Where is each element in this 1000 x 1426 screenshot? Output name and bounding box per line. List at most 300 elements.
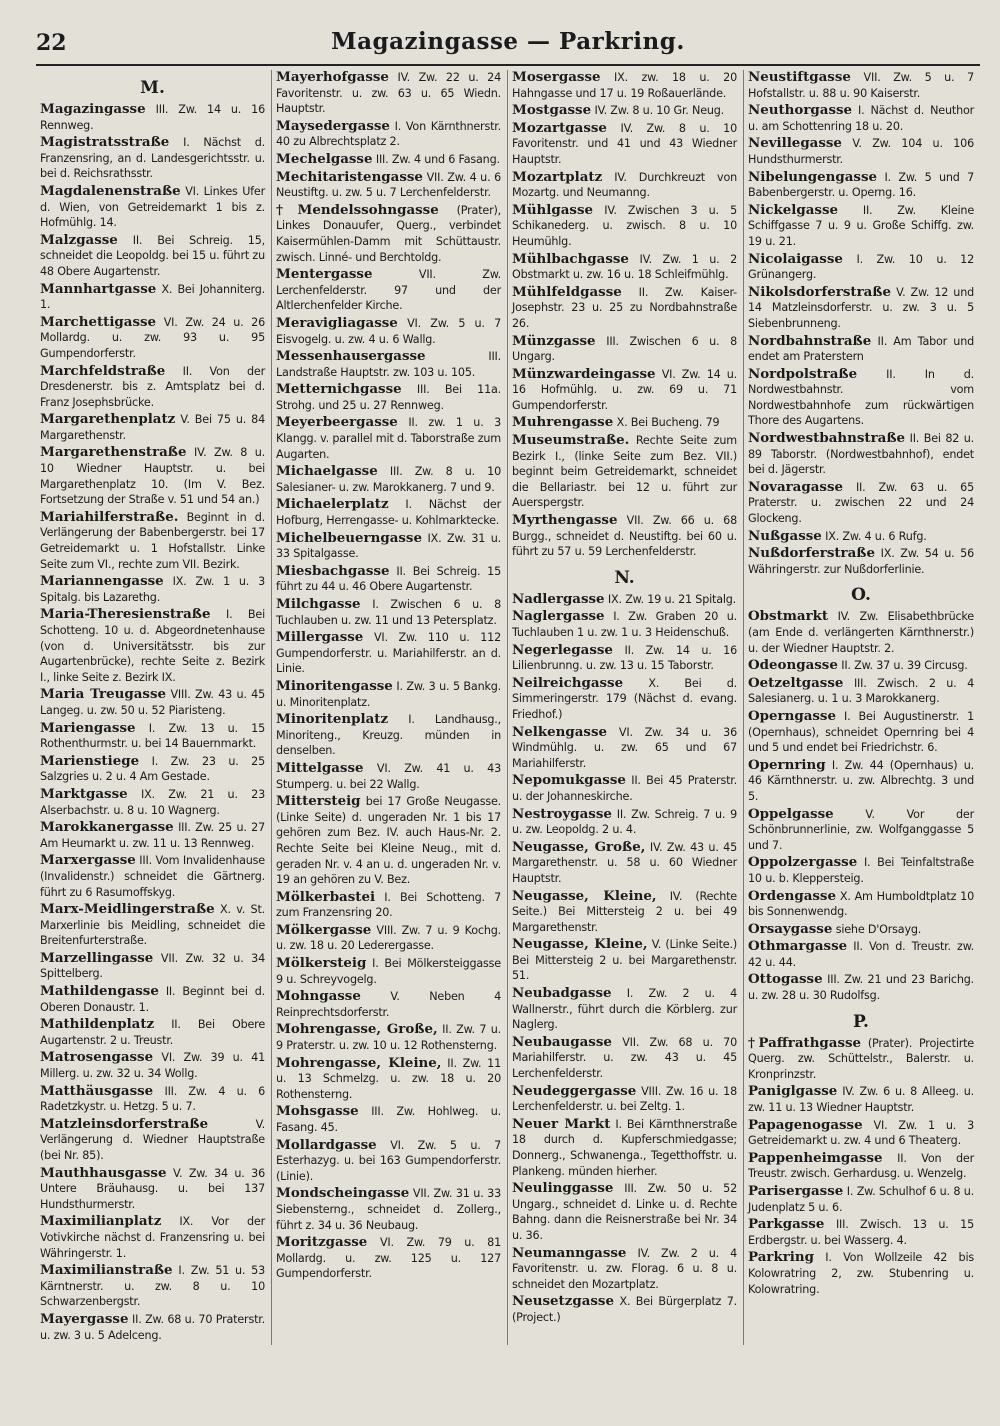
street-entry [40, 282, 265, 313]
street-entry [748, 709, 974, 756]
street-entry [512, 121, 737, 168]
street-entry [276, 1138, 501, 1185]
street-location: VII. Zw. 66 u. 68 Burgg., schneidet d. Neustiftg. bei 60 u. führt zu 57 u. 59 Lerchenfelderstr. [512, 514, 737, 559]
street-column [272, 70, 508, 1345]
street-location: X. Bei Bucheng. 79 [613, 416, 720, 430]
street-location: I. Von Kärnthnerstr. 40 zu Albrechtsplatz 2. [276, 119, 501, 149]
street-location: III. Zw. 8 u. 10 Salesianer- u. zw. Marokkanerg. 7 und 9. [276, 465, 501, 494]
street-entry [276, 712, 501, 759]
street-entry [276, 890, 501, 921]
street-name: Mechitaristengasse [276, 168, 423, 185]
street-entry [276, 382, 501, 413]
street-entry [748, 1036, 974, 1083]
street-name: †Mendelssohngasse [276, 201, 439, 218]
street-entry [276, 464, 501, 495]
street-name: Mohrengasse, Große, [276, 1021, 438, 1038]
street-name: Neubaugasse [512, 1033, 612, 1050]
street-location: III. Landstraße Hauptstr. zw. 103 u. 105. [276, 350, 501, 379]
street-location: VIII. Zw. 43 u. 45 Langeg. u. zw. 50 u. 52 Piaristeng. [40, 688, 265, 717]
street-entry [40, 820, 265, 851]
street-location: III. Vom Invalidenhause (Invalidenstr.) schneidet die Gärtnerg. führt zu 6 Rasumoffskyg. [40, 854, 265, 899]
street-entry [512, 773, 737, 804]
section-letter: O. [851, 585, 871, 606]
street-name: Neugasse, Kleine, [512, 936, 648, 953]
street-entry [276, 564, 501, 595]
street-location: IV. Zw. 8 u. 10 Wiedner Hauptstr. u. bei Margarethenplatz 10. (Im V. Bez. Fortsetzung der Straße v. 51 und 54 an.) [40, 446, 265, 507]
street-location: III. Zw. 4 und 6 Fasang. [372, 152, 500, 166]
street-name: Neulinggasse [512, 1180, 614, 1197]
street-entry [276, 597, 501, 628]
street-entry [748, 939, 974, 970]
street-location: I. Bei Augustinerstr. 1 (Opernhaus), schneidet Opernring bei 4 und 5 und endet bei Friedrichstr. 6. [748, 709, 974, 755]
street-name: Neugasse, Kleine, [512, 887, 657, 904]
street-entry [512, 1035, 737, 1082]
street-location: II. Am Tabor und endet am Praterstern [748, 334, 974, 364]
street-name: Marokkanergasse [40, 819, 174, 836]
street-name: Michaelerplatz [276, 496, 389, 513]
street-name: Oetzeltgasse [748, 674, 844, 691]
street-location: VI. Zw. 5 u. 7 Esterhazyg. u. bei 163 Gumpendorferstr. (Linie). [276, 1138, 501, 1183]
street-name: Mathildenplatz [40, 1016, 155, 1033]
street-entry [40, 184, 265, 231]
street-name: Mayergasse [40, 1310, 129, 1327]
street-entry [276, 267, 501, 314]
street-location: I. Nächst d. Neuthor u. am Schottenring 18 u. 20. [748, 104, 974, 133]
street-name: Meyerbeergasse [276, 414, 398, 431]
street-name: Mauthhausgasse [40, 1164, 167, 1181]
street-entry [748, 285, 974, 332]
street-entry [40, 510, 265, 572]
street-name: Messenhausergasse [276, 348, 426, 365]
street-name: Mayerhofgasse [276, 69, 389, 85]
street-location: II. Bei Schreig. 15 führt zu 44 u. 46 Obere Augartenstr. [276, 564, 501, 594]
street-entry [748, 252, 974, 283]
street-location: IX. Zw. 31 u. 33 Spitalgasse. [276, 531, 501, 561]
street-name: Othmargasse [748, 938, 848, 955]
street-name: Orsaygasse [748, 920, 833, 937]
street-name: Negerlegasse [512, 641, 613, 658]
street-name: Ordengasse [748, 887, 836, 904]
street-location: III. Bei 11a. Strohg. und 25 u. 27 Rennweg. [276, 383, 501, 412]
section-letter: M. [140, 78, 165, 98]
street-name: Minoritenplatz [276, 711, 389, 728]
street-name: Neumanngasse [512, 1244, 627, 1261]
street-name: Odeongasse [748, 657, 838, 674]
street-entry [40, 607, 265, 685]
street-location: VII. Zw. 68 u. 70 Mariahilferstr. u. zw. 43 u. 45 Lerchenfelderstr. [512, 1035, 737, 1081]
street-entry [748, 1084, 974, 1115]
street-name: Mozartgasse [512, 119, 607, 136]
street-name: Meravigliagasse [276, 314, 398, 331]
street-entry [512, 609, 737, 640]
street-location: II. Zw. 7 u. 9 Praterstr. u. zw. 10 u. 12 Rothensterng. [276, 1023, 501, 1053]
street-entry [748, 1217, 974, 1248]
street-location: VII. Zw. 32 u. 34 Spittelberg. [40, 951, 265, 981]
street-name: Nordwestbahnstraße [748, 430, 906, 447]
street-entry [748, 203, 974, 250]
street-location: VII. Zw. Lerchenfelderstr. 97 und der Altlerchenfelder Kirche. [276, 268, 501, 313]
street-entry [748, 70, 974, 101]
street-location: I. Bei Teinfaltstraße 10 u. b. Kleppersteig. [748, 856, 974, 885]
street-location: IX. Zw. 19 u. 21 Spitalg. [604, 592, 737, 606]
street-name: Michaelgasse [276, 463, 378, 480]
street-name: Mühlgasse [512, 201, 594, 218]
street-name: Oppelgasse [748, 805, 834, 822]
street-name: Matthäusgasse [40, 1082, 154, 1099]
street-name: Nestroygasse [512, 805, 612, 822]
street-entry [40, 754, 265, 785]
street-entry [512, 513, 737, 560]
street-entry [276, 1186, 501, 1233]
street-entry [276, 70, 501, 117]
street-entry [748, 170, 974, 201]
street-entry [512, 203, 737, 250]
street-entry [40, 984, 265, 1015]
street-name: Paniglgasse [748, 1083, 838, 1100]
street-entry [40, 853, 265, 900]
street-name: Naglergasse [512, 608, 605, 625]
street-location: V. Verlängerung d. Wiedner Hauptstraße (bei Nr. 85). [40, 1117, 265, 1162]
street-name: Maximilianplatz [40, 1213, 162, 1230]
street-name: Miesbachgasse [276, 562, 390, 579]
street-column [744, 70, 980, 1345]
street-location: VIII. Zw. 7 u. 9 Kochg. u. zw. 18 u. 20 Lederergasse. [276, 923, 501, 953]
street-location: I. Bei Schotteng. 10 u. d. Abgeordnetenhause (von d. Universitätsstr. bis zur Augartenbrücke), rechte Seite z. Bezirk I., linke Seite z. Bezirk IX. [40, 608, 265, 684]
street-location: VI. Zw. 39 u. 41 Millerg. u. zw. 32 u. 34 Wollg. [40, 1051, 265, 1081]
street-location: I. Nächst der Hofburg, Herrengasse- u. Kohlmarktecke. [276, 498, 501, 528]
street-location: II. Bei 45 Praterstr. u. der Johanneskirche. [512, 774, 737, 803]
street-location: I. Zw. 44 (Opernhaus) u. 46 Kärnthnerstr. u. zw. Albrechtg. 3 und 5. [748, 758, 974, 803]
street-location: II. Zw. 14 u. 16 Lilienbrunng. u. zw. 13 u. 15 Taborstr. [512, 643, 737, 673]
street-entry [748, 546, 974, 577]
street-location: IV. Zw. Elisabethbrücke (am Ende d. verlängerten Kärnthnerstr.) u. der Wiedner Hauptstr. 2. [748, 610, 974, 655]
street-name: Mariahilferstraße. [40, 508, 179, 525]
street-entry [512, 725, 737, 772]
street-location: IX. Zw. 21 u. 23 Alserbachstr. u. 8 u. 10 Wagnerg. [40, 787, 265, 817]
street-location: VII. Zw. 5 u. 7 Hofstallstr. u. 88 u. 90 Kaiserstr. [748, 71, 974, 100]
street-name: Muhrengasse [512, 414, 614, 431]
street-location: II. In d. Nordwestbahnstr. vom Nordwestbahnhofe zum rückwärtigen Thore des Augartens. [748, 367, 974, 428]
street-entry [40, 233, 265, 280]
street-entry [748, 658, 974, 674]
street-name: Mölkersteig [276, 955, 367, 972]
street-name: Oppolzergasse [748, 854, 858, 871]
street-entry [748, 480, 974, 527]
street-name: Operngasse [748, 707, 836, 724]
street-name: Nelkengasse [512, 723, 608, 740]
street-location: II. Bei Schreig. 15, schneidet die Leopoldg. bei 15 u. führt zu 48 Obere Augartenstr. [40, 233, 265, 278]
street-location: III. Zw. 4 u. 6 Radetzkystr. u. Hetzg. 5 u. 7. [40, 1084, 265, 1114]
street-name: Matzleinsdorferstraße [40, 1115, 209, 1132]
street-name: Mosergasse [512, 69, 601, 85]
street-name: Mohngasse [276, 988, 361, 1005]
street-entry [276, 923, 501, 954]
street-name: Maysedergasse [276, 117, 390, 134]
street-entry [748, 676, 974, 707]
street-location: I. Bei Kärnthnerstraße 18 durch d. Kupferschmiedgasse; Donnerg., Schwanenga., Tegetthoffstr. u. Plankeng. münden hierher. [512, 1117, 738, 1178]
street-entry [40, 102, 265, 133]
street-location: IX. Zw. 1 u. 3 Spitalg. bis Lazarethg. [40, 575, 265, 604]
street-location: I. Zw. 13 u. 15 Rothenthurmstr. u. bei 14 Bauernmarkt. [40, 721, 265, 751]
street-location: IV. (Rechte Seite.) Bei Mittersteig 2 u. bei 49 Margarethenstr. [512, 889, 737, 934]
street-entry [512, 1246, 737, 1293]
street-name: Parkring [748, 1249, 814, 1266]
street-entry [748, 972, 974, 1003]
street-entry [512, 643, 737, 674]
street-entry [276, 761, 501, 792]
street-location: V. Zw. 104 u. 106 Hundsthurmerstr. [748, 137, 974, 166]
street-name: Nibelungengasse [748, 168, 878, 185]
street-entry [276, 956, 501, 987]
street-entry [276, 415, 501, 462]
street-name: Pappenheimgasse [748, 1149, 883, 1166]
street-name: Mathildengasse [40, 983, 159, 1000]
street-name: Neilreichgasse [512, 674, 624, 691]
street-location: I. Landhausg., Minoriteng., Kreuzg. münden in denselben. [276, 713, 501, 758]
street-name: Mohsgasse [276, 1103, 359, 1120]
street-location: V. Zw. 12 und 14 Matzleinsdorferstr. u. zw. 3 u. 5 Siebenbrunneng. [748, 285, 974, 330]
street-entry [748, 1184, 974, 1215]
street-location: VI. Zw. 79 u. 81 Mollardg. u. zw. 125 u. 127 Gumpendorferstr. [276, 1236, 501, 1281]
street-entry [40, 364, 265, 411]
page-number: 22 [36, 30, 67, 56]
street-location: IV. Zw. 6 u. 8 Alleeg. u. zw. 11 u. 13 Wiedner Hauptstr. [748, 1085, 974, 1115]
street-location: X. Bei Johanniterg. 1. [40, 282, 265, 312]
street-name: Marxergasse [40, 852, 136, 869]
street-entry [40, 787, 265, 818]
section-letter: P. [853, 1011, 869, 1032]
street-name: Mühlbachgasse [512, 250, 629, 267]
street-name: Münzwardeingasse [512, 365, 656, 382]
street-entry [40, 445, 265, 507]
street-name: Maria Treugasse [40, 686, 167, 703]
street-location: V. Neben 4 Reinprechtsdorferstr. [276, 990, 501, 1019]
street-entry [276, 989, 501, 1020]
street-entry [748, 529, 974, 545]
street-location: II. Zw. Kaiser-Josephstr. 23 u. 25 zu Nordbahnstraße 26. [512, 285, 737, 330]
street-entry [512, 1117, 737, 1179]
street-location: IV. Zw. 8 u. 10 Favoritenstr. und 41 und 43 Wiedner Hauptstr. [512, 121, 737, 166]
street-name: Nevillegasse [748, 135, 842, 152]
street-location: VII. Zw. 31 u. 33 Siebensterng., schneidet d. Zollerg., führt z. 34 u. 36 Neubaug. [276, 1187, 501, 1232]
street-columns [36, 70, 980, 1345]
street-entry [748, 889, 974, 920]
street-name: Neusetzgasse [512, 1293, 614, 1310]
street-location: Beginnt in d. Verlängerung der Babenbergerstr. bei 17 Getreidemarkt u. 1 Hofstallstr. Linke Seite zum VI., rechte zum VII. Bezirk. [40, 510, 265, 571]
street-name: Mozartplatz [512, 168, 603, 185]
street-name: Papagenogasse [748, 1116, 863, 1133]
street-location: I. Zw. 23 u. 25 Salzgries u. 2 u. 4 Am Gestade. [40, 754, 265, 784]
street-name: Marchettigasse [40, 313, 157, 330]
street-name: Neuer Markt [512, 1115, 611, 1132]
street-entry [512, 334, 737, 365]
street-name: Mariengasse [40, 719, 136, 736]
street-entry [40, 1050, 265, 1081]
street-location: (Prater), Linkes Donauufer, Querg., verbindet Kaisermühlen-Damm mit Schüttaustr. zwisch. Linné- und Berchtoldg. [276, 203, 502, 264]
street-name: †Paffrathgasse [748, 1034, 862, 1051]
street-entry [748, 1250, 974, 1297]
street-name: Magdalenenstraße [40, 182, 181, 199]
street-location: III. Zw. 14 u. 16 Rennweg. [40, 103, 265, 132]
street-name: Matrosengasse [40, 1049, 154, 1066]
street-entry [512, 1084, 737, 1115]
street-name: Marienstiege [40, 752, 140, 769]
street-location: II. Zw. 11 u. 13 Schmelzg. u. zw. 18 u. 20 Rothensterng. [276, 1056, 502, 1101]
street-location: II. Zw. 63 u. 65 Praterstr. u. zwischen 22 und 24 Glockeng. [748, 480, 974, 526]
street-location: IX. zw. 18 u. 20 Hahngasse und 17 u. 19 Roßauerlände. [512, 71, 737, 100]
street-name: Mölkerbastei [276, 888, 376, 905]
street-location: VI. Zw. 24 u. 26 Mollardg. u. zw. 93 u. 95 Gumpendorferstr. [40, 315, 265, 360]
street-name: Malzgasse [40, 231, 118, 248]
street-entry [40, 1117, 265, 1164]
street-location: III. Zw. 21 und 23 Barichg. u. zw. 28 u. 30 Rudolfsg. [748, 973, 974, 1003]
street-location: II. Zw. Schreig. 7 u. 9 u. zw. Leopoldg. 2 u. 4. [512, 807, 737, 837]
street-entry [748, 922, 974, 938]
street-location: VI. Zw. 5 u. 7 Eisvogelg. u. zw. 4 u. 6 Wallg. [276, 316, 501, 346]
street-location: I. Zw. 2 u. 4 Wallnerstr., führt durch die Körblerg. zur Naglerg. [512, 987, 737, 1032]
street-name: Nordpolstraße [748, 365, 858, 382]
street-location: II. Bei 82 u. 89 Taborstr. (Nordwestbahnhof), endet bei d. Jägerstr. [748, 432, 974, 477]
street-name: Marktgasse [40, 785, 128, 802]
street-name: Milchgasse [276, 596, 361, 612]
street-location: X. v. St. Marxerlinie bis Meidling, schneidet die Breitenfurterstraße. [40, 903, 265, 948]
street-name: Maximilianstraße [40, 1262, 173, 1279]
street-name: Michelbeuerngasse [276, 529, 422, 546]
street-location: III. Zwisch. 2 u. 4 Salesianerg. u. 1 u. 3 Marokkanerg. [748, 676, 974, 706]
street-name: Nordbahnstraße [748, 332, 872, 349]
street-entry [40, 1017, 265, 1048]
street-location: III. Zw. Hohlweg. u. Fasang. 45. [276, 1105, 501, 1134]
street-name: Neugasse, Große, [512, 838, 646, 855]
street-name: Myrthengasse [512, 512, 618, 529]
street-name: Obstmarkt [748, 608, 829, 625]
street-location: II. Beginnt bei d. Oberen Donaustr. 1. [40, 985, 265, 1014]
street-location: VI. Zw. 34 u. 36 Windmühlg. u. zw. 65 und 67 Mariahilferstr. [512, 725, 737, 770]
street-location: Rechte Seite zum Bezirk I., (linke Seite zum Bez. VII.) beginnt beim Getreidemarkt, schneidet die Bellariastr. bei 12 u. führt zur Auerspergstr. [512, 434, 737, 510]
street-entry [512, 367, 737, 414]
street-entry [748, 855, 974, 886]
street-entry [40, 951, 265, 982]
street-entry [40, 412, 265, 443]
street-location: I. Bei Schotteng. 7 zum Franzensring 20. [276, 890, 501, 920]
street-entry [748, 334, 974, 365]
street-location: IV. Durchkreuzt von Mozartg. und Neumanng. [512, 170, 737, 200]
street-location: (Prater). Projectirte Querg. zw. Schüttelstr., Balerstr. u. Kronprinzstr. [748, 1036, 974, 1081]
street-name: Mollardgasse [276, 1136, 377, 1153]
street-location: II. Zw. 68 u. 70 Praterstr. u. zw. 3 u. 5 Adelceng. [40, 1312, 265, 1342]
street-location: bei 17 Große Neugasse. (Linke Seite) d. ungeraden Nr. 1 bis 17 gehören zum Bez. IV. auch Haus-Nr. 2. Rechte Seite bei Kleine Neug., mit d. geraden Nr. v. 4 an u. d. ungeraden Nr. v. 19 an gehören zu V. Bez. [276, 795, 501, 887]
street-location: IX. Vor der Votivkirche nächst d. Franzensring u. bei Währingerstr. 1. [40, 1215, 265, 1260]
street-location: I. Zw. 5 und 7 Babenbergerstr. u. Operng. 16. [748, 170, 974, 200]
street-entry [40, 1214, 265, 1261]
street-name: Maria-Theresienstraße [40, 606, 211, 623]
street-location: IX. Zw. 54 u. 56 Währingerstr. zur Nußdorferlinie. [748, 547, 974, 576]
street-location: X. Bei Bürgerplatz 7. (Project.) [512, 1295, 737, 1324]
street-entry [276, 152, 501, 168]
street-location: III. Zw. 50 u. 52 Ungarg., schneidet d. Linke u. d. Rechte Bahng. dann die Reisnerstraße bei Nr. 34 u. 36. [512, 1182, 737, 1242]
street-entry [748, 807, 974, 854]
street-entry [40, 902, 265, 949]
street-location: I. Zw. 3 u. 5 Bankg. u. Minoritenplatz. [276, 679, 501, 709]
street-entry [40, 1166, 265, 1213]
street-location: VI. Zw. 14 u. 16 Hofmühlg. u. zw. 69 u. 71 Gumpendorferstr. [512, 367, 737, 412]
street-location: VI. Zw. 110 u. 112 Gumpendorferstr. u. Mariahilferstr. an d. Linie. [276, 631, 501, 676]
street-entry [512, 807, 737, 838]
street-name: Marx-Meidlingerstraße [40, 901, 215, 918]
street-entry [512, 592, 737, 608]
street-entry [276, 1104, 501, 1135]
street-entry [276, 679, 501, 710]
street-location: VII. Zw. 4 u. 6 Neustiftg. u. zw. 5 u. 7 Lerchenfelderstr. [276, 170, 501, 200]
street-entry [512, 986, 737, 1033]
street-entry [276, 531, 501, 562]
street-entry [276, 119, 501, 150]
street-name: Margarethenplatz [40, 411, 176, 428]
street-entry [40, 687, 265, 718]
street-location: II. Von der Treustr. zwisch. Gerhardusg. u. Wenzelg. [748, 1151, 974, 1181]
street-entry [748, 431, 974, 478]
street-location: II. Zw. Kleine Schiffgasse 7 u. 9 u. Große Schiffg. zw. 19 u. 21. [748, 203, 974, 248]
street-entry [40, 1312, 265, 1343]
street-location: III. Zwisch. 13 u. 15 Erdbergstr. u. bei Wasserg. 4. [748, 1218, 974, 1247]
street-entry [512, 433, 737, 511]
street-name: Millergasse [276, 629, 364, 646]
street-location: IV. Zw. 8 u. 10 Gr. Neug. [591, 104, 725, 118]
street-name: Museumstraße. [512, 432, 630, 449]
street-name: Nußgasse [748, 527, 822, 544]
street-location: II. zw. 1 u. 3 Klangg. v. parallel mit d. Taborstraße zum Augarten. [276, 416, 501, 461]
street-name: Nadlergasse [512, 590, 605, 607]
street-entry [512, 840, 737, 887]
street-name: Mondscheingasse [276, 1185, 410, 1202]
street-location: IV. Zw. 22 u. 24 Favoritenstr. u. zw. 63 u. 65 Wiedn. Hauptstr. [276, 71, 501, 116]
street-name: Mittersteig [276, 793, 361, 810]
street-entry [748, 136, 974, 167]
street-entry [512, 103, 737, 119]
street-location: V. Zw. 34 u. 36 Untere Bräuhausg. u. bei 137 Hundsthurmerstr. [40, 1166, 265, 1211]
header-rule [36, 64, 980, 66]
street-name: Parkgasse [748, 1216, 825, 1233]
street-location: V. Bei 75 u. 84 Margarethenstr. [40, 413, 265, 442]
street-column [508, 70, 744, 1345]
street-entry [40, 721, 265, 752]
street-entry [276, 170, 501, 201]
street-name: Nickelgasse [748, 201, 839, 218]
street-location: IX. Zw. 4 u. 6 Rufg. [821, 529, 927, 543]
street-location: X. Am Humboldtplatz 10 bis Sonnenwendg. [748, 889, 974, 919]
street-name: Nepomukgasse [512, 772, 626, 789]
street-name: Marchfeldstraße [40, 362, 166, 379]
street-name: Nikolsdorferstraße [748, 283, 891, 300]
street-location: II. Von der Dresdenerstr. bis z. Amtsplatz bei d. Franz Josephsbrücke. [40, 364, 265, 409]
street-entry [40, 135, 265, 182]
street-entry [748, 609, 974, 656]
street-name: Nußdorferstraße [748, 545, 875, 562]
street-location: I. Zw. Schulhof 6 u. 8 u. Judenplatz 5 u. 6. [748, 1185, 974, 1214]
street-location: I. Bei Mölkersteiggasse 9 u. Schreyvogelg. [276, 957, 501, 986]
street-name: Minoritengasse [276, 677, 393, 694]
street-entry [512, 285, 737, 332]
page-title: Magazingasse — Parkring. [331, 28, 685, 55]
street-entry [748, 367, 974, 429]
street-entry [512, 676, 737, 723]
page-header [36, 26, 980, 60]
street-location: VIII. Zw. 16 u. 18 Lerchenfelderstr. u. bei Zeltg. 1. [512, 1084, 737, 1114]
street-location: VI. Zw. 1 u. 3 Getreidemarkt u. zw. 4 und 6 Theaterg. [748, 1118, 974, 1148]
street-entry [276, 630, 501, 677]
street-location: IV. Zw. 43 u. 45 Margarethenstr. u. 58 u. 60 Wiedner Hauptstr. [512, 840, 738, 885]
street-location: IV. Zw. 1 u. 2 Obstmarkt u. zw. 16 u. 18 Schleifmühlg. [512, 252, 737, 282]
